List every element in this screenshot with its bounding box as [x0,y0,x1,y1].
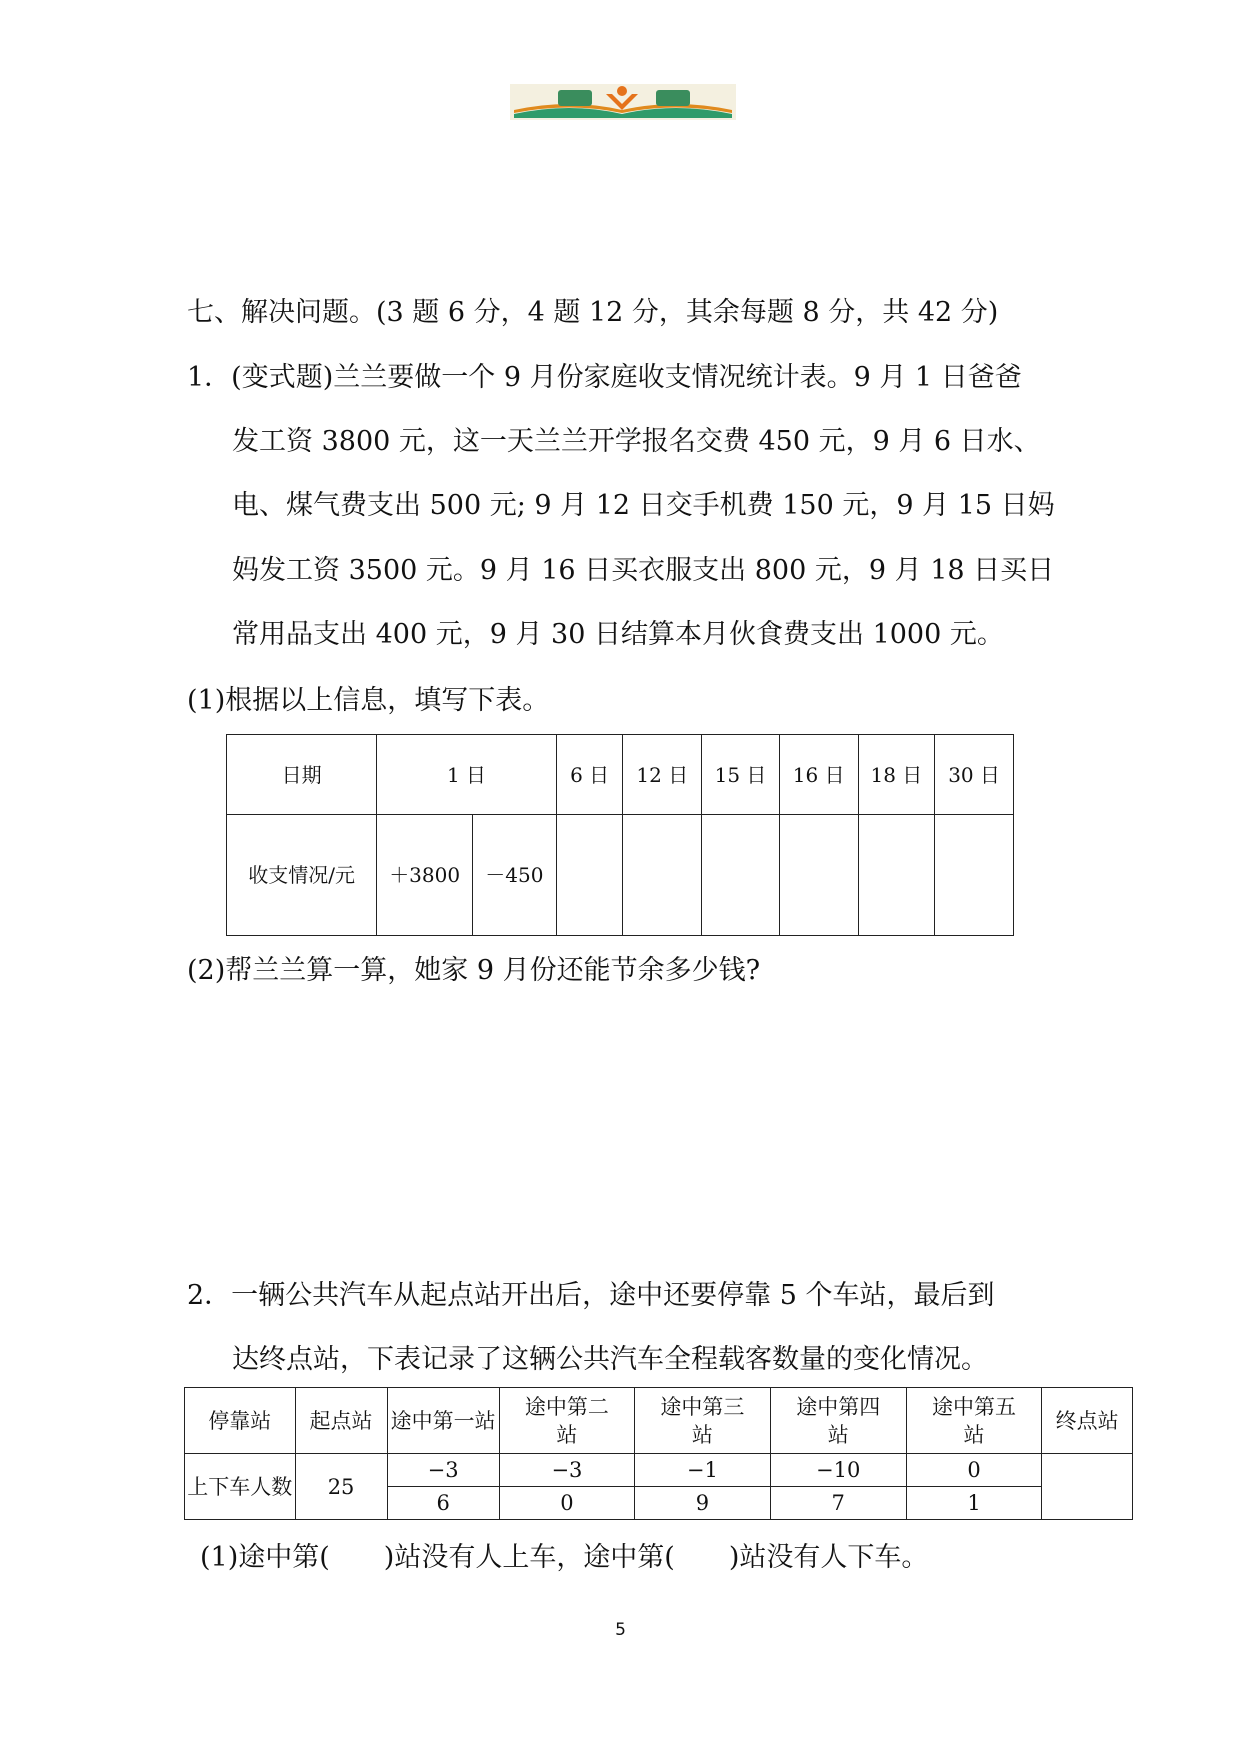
page-number: 5 [615,1620,626,1640]
bus-passenger-table [184,1387,1133,1520]
empty-answer-cell[interactable] [858,815,935,936]
header-cell: 途中第四站 [770,1388,906,1454]
empty-answer-cell[interactable] [779,815,858,936]
date-cell: 16 日 [779,735,858,815]
up-cell: 0 [499,1487,634,1520]
down-cell: −3 [499,1454,634,1487]
header-cell: 停靠站 [185,1388,296,1454]
up-cell: 7 [770,1487,906,1520]
empty-answer-cell[interactable] [702,815,780,936]
q1-sub2: (2)帮兰兰算一算，她家 9 月份还能节余多少钱? [187,955,761,986]
q1-line-2: 发工资 3800 元，这一天兰兰开学报名交费 450 元，9 月 6 日水、 [232,426,1041,457]
empty-answer-cell[interactable] [623,815,702,936]
header-cell: 途中第二站 [499,1388,634,1454]
income-expense-table [226,734,1014,936]
down-cell: −1 [635,1454,770,1487]
down-cell: 0 [906,1454,1041,1487]
start-value-cell: 25 [295,1454,387,1520]
date-cell: 30 日 [935,735,1014,815]
q2-sub1: (1)途中第( )站没有人上车，途中第( )站没有人下车。 [200,1542,929,1573]
q1-line-5: 常用品支出 400 元，9 月 30 日结算本月伙食费支出 1000 元。 [232,619,1004,650]
q2-line-1: 2．一辆公共汽车从起点站开出后，途中还要停靠 5 个车站，最后到 [187,1280,995,1311]
date-cell: 1 日 [377,735,556,815]
section-title: 七、解决问题。(3 题 6 分，4 题 12 分，其余每题 8 分，共 42 分) [187,297,999,328]
date-cell: 6 日 [556,735,623,815]
up-cell: 1 [906,1487,1041,1520]
down-cell: −10 [770,1454,906,1487]
up-cell: 6 [387,1487,499,1520]
empty-answer-cell[interactable] [556,815,623,936]
header-cell: 途中第五站 [906,1388,1041,1454]
empty-answer-cell[interactable] [935,815,1014,936]
q1-line-1: 1．(变式题)兰兰要做一个 9 月份家庭收支情况统计表。9 月 1 日爸爸 [187,362,1022,393]
q1-line-4: 妈发工资 3500 元。9 月 16 日买衣服支出 800 元，9 月 18 日买日 [232,555,1055,586]
up-cell: 9 [635,1487,770,1520]
down-cell: −3 [387,1454,499,1487]
q1-line-3: 电、煤气费支出 500 元; 9 月 12 日交手机费 150 元，9 月 15 日妈 [232,490,1055,521]
terminal-cell [1042,1454,1133,1520]
amount-cell: ＋3800 [377,815,473,936]
row-label-cell: 上下车人数 [185,1454,296,1520]
date-cell: 15 日 [702,735,780,815]
header-cell: 终点站 [1042,1388,1133,1454]
q2-line-2: 达终点站，下表记录了这辆公共汽车全程载客数量的变化情况。 [232,1344,988,1375]
header-cell: 起点站 [295,1388,387,1454]
publisher-logo [510,84,736,120]
date-cell: 18 日 [858,735,935,815]
date-label-cell: 日期 [227,735,377,815]
amount-label-cell: 收支情况/元 [227,815,377,936]
date-cell: 12 日 [623,735,702,815]
header-cell: 途中第三站 [635,1388,770,1454]
header-cell: 途中第一站 [387,1388,499,1454]
q1-sub1: (1)根据以上信息，填写下表。 [187,685,550,716]
amount-cell: －450 [473,815,557,936]
